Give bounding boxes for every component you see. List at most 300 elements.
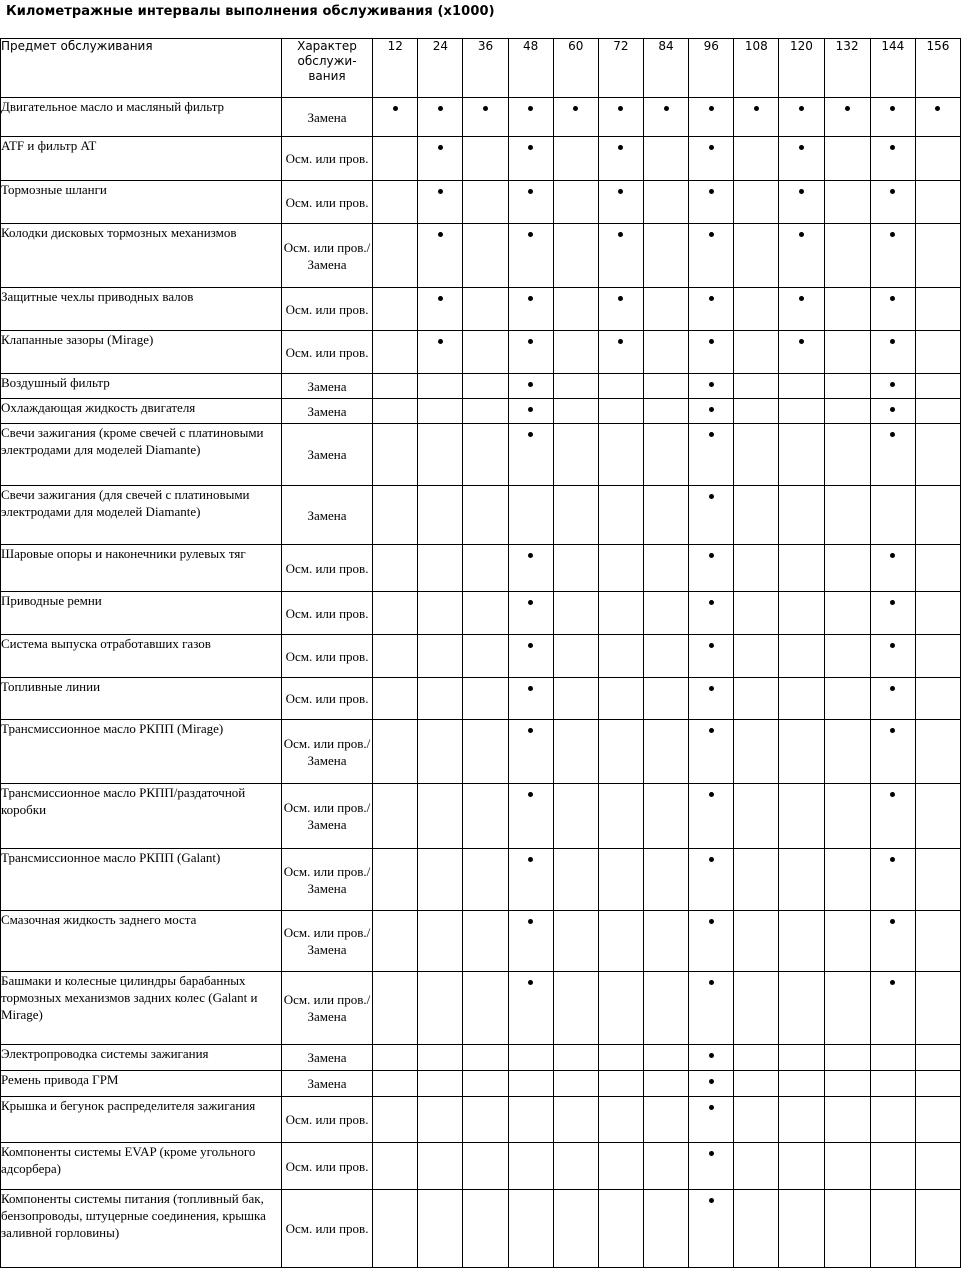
interval-cell-60 [553, 399, 598, 424]
interval-cell-48 [508, 849, 553, 911]
interval-cell-72 [598, 137, 643, 181]
interval-cell-108 [734, 374, 779, 399]
table-row [1, 720, 961, 784]
service-mark-dot [890, 643, 895, 648]
interval-cell-12 [373, 224, 418, 288]
service-mark-dot [890, 407, 895, 412]
interval-cell-48 [508, 181, 553, 224]
interval-cell-144 [870, 137, 915, 181]
interval-cell-132 [824, 784, 870, 849]
interval-cell-24 [418, 181, 463, 224]
interval-cell-60 [553, 635, 598, 678]
service-mark-dot [528, 189, 533, 194]
interval-cell-108 [734, 635, 779, 678]
interval-cell-36 [463, 331, 508, 374]
interval-cell-108 [734, 720, 779, 784]
interval-cell-120 [779, 1190, 824, 1268]
interval-cell-60 [553, 424, 598, 486]
interval-cell-24 [418, 678, 463, 720]
interval-cell-120 [779, 181, 824, 224]
interval-cell-36 [463, 784, 508, 849]
interval-cell-84 [644, 1143, 689, 1190]
service-kind: Осм. или пров. [281, 137, 372, 181]
service-mark-dot [573, 106, 578, 111]
interval-cell-132 [824, 399, 870, 424]
interval-cell-132 [824, 331, 870, 374]
interval-cell-24 [418, 784, 463, 849]
interval-cell-108 [734, 1045, 779, 1071]
interval-cell-60 [553, 784, 598, 849]
service-kind: Замена [281, 1071, 372, 1097]
interval-cell-12 [373, 181, 418, 224]
interval-cell-36 [463, 849, 508, 911]
interval-cell-48 [508, 635, 553, 678]
table-row [1, 137, 961, 181]
interval-header-120: 120 [779, 39, 824, 98]
interval-cell-132 [824, 545, 870, 592]
interval-cell-108 [734, 592, 779, 635]
interval-cell-72 [598, 424, 643, 486]
interval-cell-156 [915, 1143, 960, 1190]
item-column-header: Предмет обслуживания [1, 39, 282, 98]
service-mark-dot [709, 919, 714, 924]
interval-cell-60 [553, 1045, 598, 1071]
service-mark-dot [528, 792, 533, 797]
service-mark-dot [890, 553, 895, 558]
interval-cell-120 [779, 720, 824, 784]
interval-cell-84 [644, 545, 689, 592]
interval-cell-96 [689, 545, 734, 592]
interval-cell-144 [870, 1143, 915, 1190]
interval-cell-132 [824, 1143, 870, 1190]
interval-cell-96 [689, 911, 734, 972]
interval-cell-36 [463, 911, 508, 972]
interval-cell-96 [689, 224, 734, 288]
interval-cell-96 [689, 399, 734, 424]
interval-cell-108 [734, 424, 779, 486]
table-row [1, 181, 961, 224]
interval-cell-96 [689, 1045, 734, 1071]
interval-cell-84 [644, 678, 689, 720]
service-mark-dot [890, 106, 895, 111]
interval-cell-84 [644, 1045, 689, 1071]
service-kind: Осм. или пров. [281, 635, 372, 678]
maintenance-table [0, 38, 961, 1268]
interval-cell-72 [598, 592, 643, 635]
interval-cell-24 [418, 486, 463, 545]
interval-cell-24 [418, 137, 463, 181]
interval-cell-12 [373, 849, 418, 911]
service-mark-dot [890, 382, 895, 387]
interval-cell-12 [373, 374, 418, 399]
maintenance-item: Топливные линии [1, 678, 282, 720]
maintenance-item: Система выпуска отработавших газов [1, 635, 282, 678]
interval-cell-96 [689, 486, 734, 545]
interval-cell-48 [508, 1045, 553, 1071]
service-mark-dot [799, 296, 804, 301]
interval-cell-156 [915, 678, 960, 720]
interval-header-156: 156 [915, 39, 960, 98]
interval-cell-72 [598, 224, 643, 288]
interval-cell-84 [644, 1190, 689, 1268]
interval-cell-24 [418, 592, 463, 635]
interval-cell-120 [779, 545, 824, 592]
service-mark-dot [709, 643, 714, 648]
interval-cell-144 [870, 784, 915, 849]
service-mark-dot [528, 339, 533, 344]
interval-cell-132 [824, 720, 870, 784]
interval-cell-60 [553, 331, 598, 374]
interval-cell-120 [779, 678, 824, 720]
table-row [1, 1190, 961, 1268]
interval-cell-48 [508, 424, 553, 486]
interval-cell-156 [915, 1097, 960, 1143]
interval-cell-108 [734, 331, 779, 374]
service-mark-dot [528, 686, 533, 691]
service-mark-dot [528, 407, 533, 412]
interval-cell-72 [598, 911, 643, 972]
interval-cell-108 [734, 181, 779, 224]
maintenance-item: Колодки дисковых тормозных механизмов [1, 224, 282, 288]
interval-cell-96 [689, 137, 734, 181]
service-kind: Осм. или пров. [281, 592, 372, 635]
service-kind: Замена [281, 98, 372, 137]
interval-cell-60 [553, 972, 598, 1045]
interval-cell-144 [870, 374, 915, 399]
maintenance-item: Башмаки и колесные цилиндры барабанных тормозных механизмов задних колес (Galant и Mirage) [1, 972, 282, 1045]
interval-cell-108 [734, 288, 779, 331]
interval-cell-120 [779, 374, 824, 399]
service-mark-dot [528, 106, 533, 111]
service-mark-dot [709, 1198, 714, 1203]
table-row [1, 1143, 961, 1190]
interval-cell-120 [779, 972, 824, 1045]
service-kind: Осм. или пров./ Замена [281, 972, 372, 1045]
interval-cell-24 [418, 972, 463, 1045]
interval-cell-72 [598, 784, 643, 849]
interval-cell-84 [644, 911, 689, 972]
interval-cell-96 [689, 592, 734, 635]
service-mark-dot [890, 189, 895, 194]
interval-cell-72 [598, 678, 643, 720]
interval-cell-144 [870, 720, 915, 784]
interval-cell-108 [734, 972, 779, 1045]
interval-cell-48 [508, 1190, 553, 1268]
table-row [1, 911, 961, 972]
interval-cell-60 [553, 224, 598, 288]
interval-cell-36 [463, 592, 508, 635]
interval-cell-60 [553, 137, 598, 181]
interval-cell-24 [418, 1071, 463, 1097]
service-mark-dot [528, 600, 533, 605]
maintenance-item: Клапанные зазоры (Mirage) [1, 331, 282, 374]
service-mark-dot [709, 339, 714, 344]
maintenance-item: Электропроводка системы зажигания [1, 1045, 282, 1071]
interval-cell-132 [824, 288, 870, 331]
interval-cell-120 [779, 224, 824, 288]
service-mark-dot [618, 339, 623, 344]
interval-cell-108 [734, 1097, 779, 1143]
interval-cell-12 [373, 1190, 418, 1268]
interval-cell-12 [373, 1143, 418, 1190]
maintenance-item: Смазочная жидкость заднего моста [1, 911, 282, 972]
interval-cell-156 [915, 972, 960, 1045]
interval-cell-12 [373, 98, 418, 137]
maintenance-item: Охлаждающая жидкость двигателя [1, 399, 282, 424]
interval-cell-144 [870, 181, 915, 224]
interval-cell-36 [463, 545, 508, 592]
interval-cell-60 [553, 849, 598, 911]
interval-cell-60 [553, 181, 598, 224]
interval-cell-60 [553, 98, 598, 137]
interval-cell-144 [870, 98, 915, 137]
interval-cell-60 [553, 1071, 598, 1097]
interval-cell-60 [553, 592, 598, 635]
interval-cell-12 [373, 635, 418, 678]
table-row [1, 635, 961, 678]
interval-cell-24 [418, 1045, 463, 1071]
interval-cell-48 [508, 98, 553, 137]
interval-cell-120 [779, 592, 824, 635]
interval-cell-24 [418, 331, 463, 374]
service-mark-dot [709, 189, 714, 194]
interval-cell-120 [779, 486, 824, 545]
interval-cell-72 [598, 288, 643, 331]
interval-cell-36 [463, 486, 508, 545]
interval-cell-84 [644, 849, 689, 911]
interval-cell-72 [598, 486, 643, 545]
interval-cell-156 [915, 849, 960, 911]
interval-cell-36 [463, 374, 508, 399]
interval-cell-156 [915, 374, 960, 399]
interval-header-36: 36 [463, 39, 508, 98]
interval-cell-144 [870, 1071, 915, 1097]
table-row [1, 972, 961, 1045]
interval-cell-108 [734, 224, 779, 288]
service-kind: Осм. или пров./ Замена [281, 720, 372, 784]
interval-cell-24 [418, 1190, 463, 1268]
interval-cell-108 [734, 486, 779, 545]
interval-cell-24 [418, 98, 463, 137]
service-mark-dot [890, 432, 895, 437]
interval-cell-120 [779, 849, 824, 911]
interval-header-108: 108 [734, 39, 779, 98]
service-mark-dot [438, 189, 443, 194]
interval-cell-120 [779, 1097, 824, 1143]
interval-cell-72 [598, 1190, 643, 1268]
header-row [1, 39, 961, 98]
maintenance-item: Трансмиссионное масло РКПП/раздаточной коробки [1, 784, 282, 849]
interval-cell-96 [689, 849, 734, 911]
table-row [1, 678, 961, 720]
interval-cell-48 [508, 1097, 553, 1143]
interval-cell-84 [644, 972, 689, 1045]
interval-cell-72 [598, 849, 643, 911]
interval-cell-132 [824, 1045, 870, 1071]
interval-cell-48 [508, 288, 553, 331]
interval-cell-144 [870, 678, 915, 720]
interval-cell-144 [870, 1097, 915, 1143]
interval-cell-60 [553, 720, 598, 784]
service-mark-dot [709, 1151, 714, 1156]
service-mark-dot [709, 296, 714, 301]
service-kind: Осм. или пров. [281, 181, 372, 224]
service-mark-dot [618, 106, 623, 111]
service-mark-dot [438, 232, 443, 237]
service-kind: Осм. или пров./ Замена [281, 849, 372, 911]
interval-cell-24 [418, 635, 463, 678]
service-mark-dot [709, 980, 714, 985]
service-kind: Замена [281, 374, 372, 399]
interval-cell-36 [463, 720, 508, 784]
service-mark-dot [528, 382, 533, 387]
interval-cell-96 [689, 374, 734, 399]
interval-cell-36 [463, 1190, 508, 1268]
interval-cell-60 [553, 678, 598, 720]
service-mark-dot [528, 919, 533, 924]
interval-cell-96 [689, 98, 734, 137]
service-mark-dot [890, 857, 895, 862]
interval-cell-108 [734, 399, 779, 424]
interval-cell-12 [373, 1097, 418, 1143]
service-mark-dot [709, 857, 714, 862]
interval-cell-24 [418, 424, 463, 486]
interval-cell-96 [689, 288, 734, 331]
interval-cell-60 [553, 1190, 598, 1268]
table-body [1, 98, 961, 1268]
interval-cell-24 [418, 720, 463, 784]
interval-cell-72 [598, 331, 643, 374]
service-mark-dot [709, 106, 714, 111]
interval-cell-120 [779, 424, 824, 486]
service-mark-dot [528, 728, 533, 733]
interval-cell-156 [915, 1190, 960, 1268]
maintenance-item: Свечи зажигания (кроме свечей с платиновыми электродами для моделей Diamante) [1, 424, 282, 486]
interval-cell-36 [463, 972, 508, 1045]
interval-cell-36 [463, 224, 508, 288]
interval-cell-132 [824, 972, 870, 1045]
service-mark-dot [528, 980, 533, 985]
interval-cell-36 [463, 288, 508, 331]
maintenance-item: Трансмиссионное масло РКПП (Galant) [1, 849, 282, 911]
table-row [1, 331, 961, 374]
interval-cell-96 [689, 678, 734, 720]
interval-cell-60 [553, 545, 598, 592]
service-mark-dot [935, 106, 940, 111]
interval-cell-144 [870, 486, 915, 545]
interval-cell-156 [915, 288, 960, 331]
interval-cell-120 [779, 98, 824, 137]
interval-cell-156 [915, 592, 960, 635]
interval-cell-120 [779, 784, 824, 849]
interval-cell-12 [373, 545, 418, 592]
interval-cell-108 [734, 1071, 779, 1097]
interval-cell-48 [508, 137, 553, 181]
table-row [1, 784, 961, 849]
interval-cell-72 [598, 1071, 643, 1097]
kind-column-header: Характер обслужи-вания [281, 39, 372, 98]
interval-cell-120 [779, 288, 824, 331]
interval-cell-156 [915, 137, 960, 181]
interval-cell-36 [463, 399, 508, 424]
maintenance-item: Трансмиссионное масло РКПП (Mirage) [1, 720, 282, 784]
service-mark-dot [799, 189, 804, 194]
interval-cell-144 [870, 424, 915, 486]
service-mark-dot [709, 792, 714, 797]
interval-cell-60 [553, 1143, 598, 1190]
service-mark-dot [664, 106, 669, 111]
interval-cell-12 [373, 424, 418, 486]
service-mark-dot [890, 980, 895, 985]
table-row [1, 592, 961, 635]
service-mark-dot [438, 145, 443, 150]
interval-cell-144 [870, 331, 915, 374]
interval-cell-12 [373, 972, 418, 1045]
interval-cell-36 [463, 1071, 508, 1097]
interval-header-132: 132 [824, 39, 870, 98]
interval-cell-72 [598, 545, 643, 592]
interval-cell-132 [824, 1190, 870, 1268]
interval-cell-24 [418, 545, 463, 592]
interval-cell-156 [915, 224, 960, 288]
interval-cell-84 [644, 486, 689, 545]
interval-cell-84 [644, 1071, 689, 1097]
maintenance-item: Компоненты системы EVAP (кроме угольного адсорбера) [1, 1143, 282, 1190]
interval-cell-144 [870, 288, 915, 331]
interval-cell-108 [734, 545, 779, 592]
table-row [1, 399, 961, 424]
interval-cell-48 [508, 331, 553, 374]
service-mark-dot [618, 189, 623, 194]
interval-cell-60 [553, 486, 598, 545]
interval-cell-72 [598, 374, 643, 399]
interval-header-60: 60 [553, 39, 598, 98]
interval-cell-96 [689, 972, 734, 1045]
interval-cell-156 [915, 331, 960, 374]
interval-cell-12 [373, 678, 418, 720]
interval-cell-144 [870, 1045, 915, 1071]
interval-cell-24 [418, 288, 463, 331]
table-row [1, 545, 961, 592]
interval-cell-132 [824, 486, 870, 545]
service-kind: Замена [281, 399, 372, 424]
interval-cell-60 [553, 911, 598, 972]
interval-cell-132 [824, 1097, 870, 1143]
service-kind: Осм. или пров./ Замена [281, 784, 372, 849]
interval-cell-84 [644, 399, 689, 424]
service-mark-dot [890, 919, 895, 924]
table-row [1, 424, 961, 486]
service-mark-dot [528, 857, 533, 862]
interval-cell-72 [598, 1097, 643, 1143]
interval-cell-144 [870, 849, 915, 911]
interval-cell-156 [915, 424, 960, 486]
service-mark-dot [799, 106, 804, 111]
interval-header-96: 96 [689, 39, 734, 98]
interval-cell-96 [689, 424, 734, 486]
interval-cell-36 [463, 1045, 508, 1071]
maintenance-item: ATF и фильтр AT [1, 137, 282, 181]
service-kind: Осм. или пров. [281, 331, 372, 374]
interval-cell-132 [824, 374, 870, 399]
service-mark-dot [799, 145, 804, 150]
service-mark-dot [709, 407, 714, 412]
service-mark-dot [528, 232, 533, 237]
interval-cell-108 [734, 137, 779, 181]
service-mark-dot [709, 1053, 714, 1058]
interval-header-72: 72 [598, 39, 643, 98]
interval-cell-48 [508, 720, 553, 784]
